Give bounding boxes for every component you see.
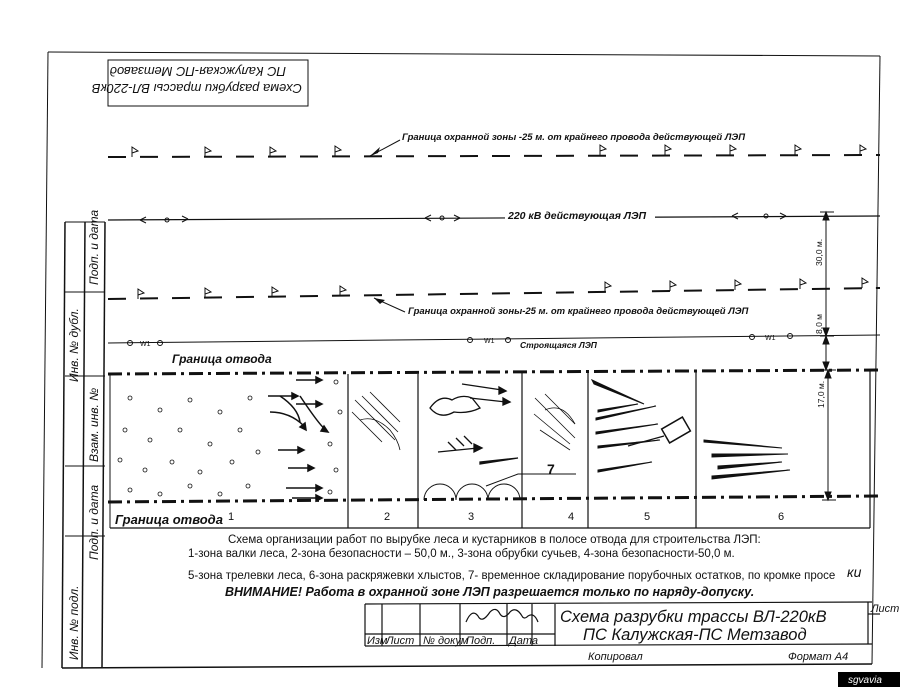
allotment-bottom-label: Граница отвода [115, 512, 223, 527]
zone-number-3: 3 [468, 511, 475, 523]
upper-boundary-label: Граница охранной зоны -25 м. от крайнего провода действующей ЛЭП [402, 132, 746, 143]
wire-marker-1: W1 [140, 341, 151, 348]
col-list: Лист [386, 635, 415, 647]
legend-line3a: 5-зона трелевки леса, 6-зона раскряжевки хлыстов, 7- временное складирование порубочных остатков, по кромке просе [188, 570, 836, 582]
title-block-format: Формат А4 [788, 651, 849, 663]
title-block-title1: Схема разрубки трассы ВЛ-220кВ [560, 608, 827, 626]
zone-5-skidding [592, 380, 690, 472]
legend-line3b: ки [847, 564, 862, 580]
legend-line2: 1-зона валки леса, 2-зона безопасности – 50,0 м., 3-зона обрубки сучьев, 4-зона безопасности-50,0 м. [188, 548, 735, 560]
dim-17m: 17,0 м. [816, 380, 826, 408]
side-title-line1: Схема разрубки трассы ВЛ-220кВ [91, 81, 302, 96]
zone-number-4: 4 [568, 511, 575, 523]
frame-label-podp-data-2: Подп. и дата [87, 209, 101, 285]
watermark: sgvavia [848, 675, 882, 686]
dim-8m: 8,0 м [814, 313, 824, 334]
zone-1-stumps [118, 380, 342, 496]
upper-protection-boundary [108, 155, 880, 157]
wire-marker-3: W1 [765, 335, 776, 342]
title-block-columns [367, 635, 538, 647]
allotment-strip [108, 370, 880, 528]
col-izm: Изм [367, 635, 388, 647]
frame-label-inv-dubl: Инв. № дубл. [67, 308, 81, 382]
zone-number-1: 1 [228, 511, 235, 523]
title-block-title2: ПС Калужская-ПС Метзавод [583, 626, 807, 644]
title-block-sheet: Лист [871, 603, 900, 615]
zone-6-bucking [704, 440, 790, 479]
wire-marker-2: W1 [484, 338, 495, 345]
zone-numbers [228, 461, 784, 523]
existing-line-label: 220 кВ действующая ЛЭП [508, 210, 647, 222]
allotment-top-label: Граница отвода [172, 352, 272, 366]
warning-text: ВНИМАНИЕ! Работа в охранной зоне ЛЭП разрешается только по наряду-допуску. [225, 585, 755, 599]
legend [188, 534, 862, 582]
zone-2-branches [352, 392, 400, 450]
frame-label-inv-podl: Инв. № подл. [67, 585, 81, 660]
construction-line-label: Строящаяся ЛЭП [520, 340, 597, 350]
zone-number-5: 5 [644, 511, 651, 523]
col-podp: Подп. [466, 635, 496, 647]
lower-protection-boundary [108, 288, 880, 299]
zone-1-felling-arrows [268, 377, 328, 501]
title-block-copied: Копировал [588, 651, 643, 663]
side-title-line2: ПС Калужская-ПС Метзавод [109, 64, 286, 79]
lower-boundary-arrow-icon [374, 298, 385, 304]
legend-line1: Схема организации работ по вырубке леса и кустарников в полосе отвода для строительства ЛЭП: [228, 534, 761, 546]
lower-boundary-label: Граница охранной зоны-25 м. от крайнего провода действующей ЛЭП [408, 306, 749, 317]
dim-30m: 30,0 м. [814, 238, 824, 266]
col-dokum: № докум [423, 635, 469, 647]
frame-label-podp-data-1: Подп. и дата [87, 484, 101, 560]
frame-label-vzam-inv: Взам. инв. № [87, 387, 101, 462]
zone-3-logs [424, 384, 520, 500]
zone-number-2: 2 [384, 511, 391, 523]
zone-4-branches [534, 394, 575, 450]
side-title-box [92, 60, 308, 106]
col-data: Дата [509, 635, 539, 647]
signature [466, 609, 538, 622]
zone-number-6: 6 [778, 511, 785, 523]
zone-number-7: 7 [547, 461, 555, 477]
lower-boundary-flags [138, 278, 868, 299]
